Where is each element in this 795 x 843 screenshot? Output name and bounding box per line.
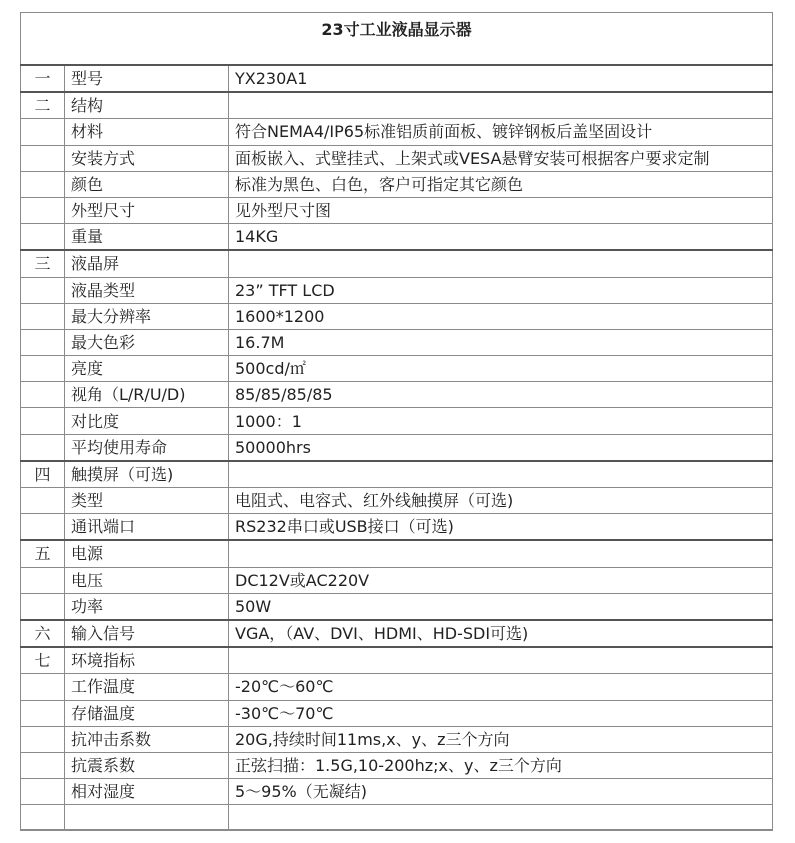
spec-value: 1600*1200: [229, 303, 773, 329]
spec-table: [20, 12, 773, 831]
section-number: [21, 674, 65, 700]
spec-value: 5～95%（无凝结): [229, 779, 773, 805]
section-number: [21, 514, 65, 541]
spec-value: 正弦扫描：1.5G,10-200hz;x、y、z三个方向: [229, 752, 773, 778]
spec-value: 符合NEMA4/IP65标准铝质前面板、镀锌钢板后盖坚固设计: [229, 119, 773, 145]
table-row: [21, 408, 773, 434]
table-row: [21, 329, 773, 355]
table-row: [21, 277, 773, 303]
spec-label: 液晶屏: [65, 250, 229, 277]
table-row: [21, 805, 773, 831]
table-row: [21, 197, 773, 223]
table-row: [21, 593, 773, 620]
spec-value: [229, 92, 773, 119]
section-number: [21, 726, 65, 752]
spec-label: 通讯端口: [65, 514, 229, 541]
table-row: [21, 382, 773, 408]
spec-label: 最大分辨率: [65, 303, 229, 329]
table-row: [21, 119, 773, 145]
section-number: 七: [21, 647, 65, 674]
spec-label: 触摸屏（可选): [65, 461, 229, 488]
section-number: [21, 488, 65, 514]
section-number: [21, 567, 65, 593]
section-number: [21, 593, 65, 620]
spec-value: 16.7M: [229, 329, 773, 355]
table-row: [21, 250, 773, 277]
spec-label: 抗震系数: [65, 752, 229, 778]
spec-value: -30℃～70℃: [229, 700, 773, 726]
spec-value: RS232串口或USB接口（可选): [229, 514, 773, 541]
spec-label: 最大色彩: [65, 329, 229, 355]
spec-value: -20℃～60℃: [229, 674, 773, 700]
spec-label: 视角（L/R/U/D): [65, 382, 229, 408]
table-row: [21, 303, 773, 329]
table-row: [21, 752, 773, 778]
table-row: [21, 92, 773, 119]
spec-value: YX230A1: [229, 65, 773, 92]
table-row: [21, 488, 773, 514]
spec-label: 抗冲击系数: [65, 726, 229, 752]
title-cell: [21, 13, 773, 66]
spec-value: VGA，（AV、DVI、HDMI、HD-SDI可选): [229, 620, 773, 647]
section-number: 四: [21, 461, 65, 488]
spec-value: 电阻式、电容式、红外线触摸屏（可选): [229, 488, 773, 514]
spec-value: [229, 540, 773, 567]
spec-label: 结构: [65, 92, 229, 119]
section-number: 五: [21, 540, 65, 567]
spec-value: [229, 250, 773, 277]
spec-label: 相对湿度: [65, 779, 229, 805]
spec-label: 环境指标: [65, 647, 229, 674]
spec-table-body: [21, 13, 773, 831]
spec-label: 电源: [65, 540, 229, 567]
spec-value: 50000hrs: [229, 434, 773, 461]
spec-value: 标准为黑色、白色，客户可指定其它颜色: [229, 171, 773, 197]
section-number: [21, 382, 65, 408]
section-number: [21, 329, 65, 355]
spec-label: 类型: [65, 488, 229, 514]
spec-value: 23” TFT LCD: [229, 277, 773, 303]
section-number: [21, 408, 65, 434]
section-number: 二: [21, 92, 65, 119]
section-number: [21, 119, 65, 145]
section-number: [21, 779, 65, 805]
section-number: [21, 434, 65, 461]
table-row: [21, 356, 773, 382]
section-number: [21, 805, 65, 831]
table-row: [21, 700, 773, 726]
spec-label: 存储温度: [65, 700, 229, 726]
section-number: [21, 224, 65, 251]
section-number: 三: [21, 250, 65, 277]
table-row: [21, 145, 773, 171]
table-row: [21, 461, 773, 488]
spec-value: [229, 647, 773, 674]
spec-value: 面板嵌入、式壁挂式、上架式或VESA悬臂安装可根据客户要求定制: [229, 145, 773, 171]
section-number: [21, 752, 65, 778]
spec-label: 安装方式: [65, 145, 229, 171]
table-row: [21, 674, 773, 700]
spec-label: 亮度: [65, 356, 229, 382]
title-row: [21, 13, 773, 66]
table-row: [21, 726, 773, 752]
spec-value: 50W: [229, 593, 773, 620]
spec-value: 1000：1: [229, 408, 773, 434]
spec-label: 型号: [65, 65, 229, 92]
spec-label: 外型尺寸: [65, 197, 229, 223]
table-row: [21, 65, 773, 92]
section-number: [21, 171, 65, 197]
section-number: 六: [21, 620, 65, 647]
spec-value: 85/85/85/85: [229, 382, 773, 408]
spec-label: [65, 805, 229, 831]
section-number: [21, 197, 65, 223]
spec-value: 20G,持续时间11ms,x、y、z三个方向: [229, 726, 773, 752]
section-number: [21, 277, 65, 303]
table-title: 23寸工业液晶显示器: [321, 20, 472, 39]
section-number: [21, 303, 65, 329]
spec-label: 电压: [65, 567, 229, 593]
table-row: [21, 514, 773, 541]
section-number: [21, 700, 65, 726]
spec-label: 功率: [65, 593, 229, 620]
spec-value: 500cd/㎡: [229, 356, 773, 382]
spec-value: 见外型尺寸图: [229, 197, 773, 223]
spec-value: [229, 461, 773, 488]
table-row: [21, 567, 773, 593]
spec-label: 材料: [65, 119, 229, 145]
spec-label: 重量: [65, 224, 229, 251]
spec-label: 输入信号: [65, 620, 229, 647]
table-row: [21, 224, 773, 251]
spec-label: 颜色: [65, 171, 229, 197]
spec-value: 14KG: [229, 224, 773, 251]
table-row: [21, 620, 773, 647]
table-row: [21, 540, 773, 567]
table-row: [21, 171, 773, 197]
spec-label: 液晶类型: [65, 277, 229, 303]
spec-label: 平均使用寿命: [65, 434, 229, 461]
section-number: [21, 145, 65, 171]
table-row: [21, 779, 773, 805]
spec-label: 工作温度: [65, 674, 229, 700]
table-row: [21, 434, 773, 461]
spec-value: [229, 805, 773, 831]
section-number: 一: [21, 65, 65, 92]
section-number: [21, 356, 65, 382]
spec-value: DC12V或AC220V: [229, 567, 773, 593]
spec-label: 对比度: [65, 408, 229, 434]
table-row: [21, 647, 773, 674]
